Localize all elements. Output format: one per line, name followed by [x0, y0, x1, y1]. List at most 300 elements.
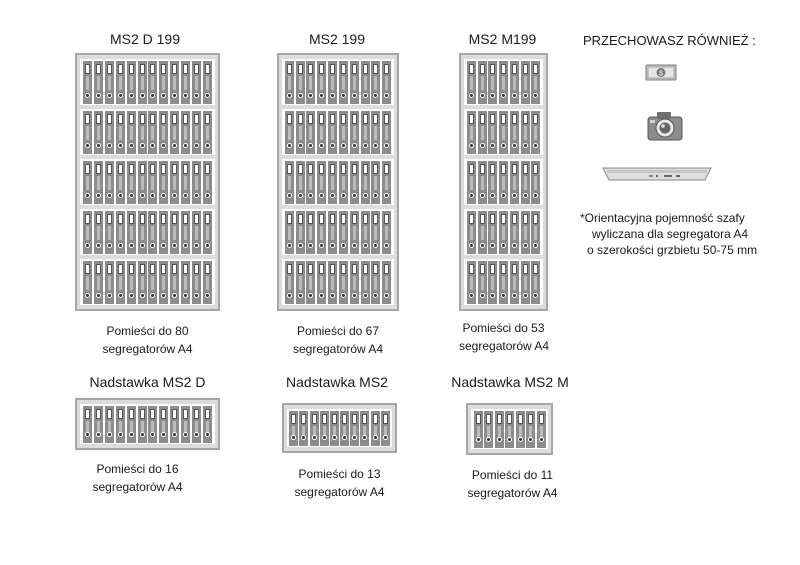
- shelf: [80, 159, 215, 205]
- binder-ring-hole: [97, 144, 100, 147]
- binder-ring-hole: [524, 94, 527, 97]
- binder-ring-hole: [320, 94, 323, 97]
- shelf: [287, 409, 392, 447]
- binder-ring-hole: [524, 194, 527, 197]
- binder-ring-hole: [333, 436, 336, 439]
- binder-icon: [181, 161, 190, 204]
- binder-spine: [353, 176, 356, 190]
- binder-ring-hole: [141, 294, 144, 297]
- binder-ring-hole: [288, 144, 291, 147]
- binder-ring-hole: [86, 194, 89, 197]
- binder-ring-hole: [353, 144, 356, 147]
- binder-ring-hole: [491, 294, 494, 297]
- binder-spine: [353, 76, 356, 90]
- binder-ring-hole: [299, 94, 302, 97]
- binder-spine: [130, 126, 133, 140]
- binder-icon: [371, 261, 380, 304]
- binder-ring-hole: [151, 94, 154, 97]
- binder-icon: [181, 61, 190, 104]
- binder-ring-hole: [141, 94, 144, 97]
- binder-spine: [119, 226, 122, 240]
- binder-icon: [328, 261, 337, 304]
- binder-icon: [361, 161, 370, 204]
- binder-icon: [350, 261, 359, 304]
- binder-spine: [364, 176, 367, 190]
- binder-ring-hole: [206, 144, 209, 147]
- binder-spine: [513, 226, 516, 240]
- binder-ring-hole: [534, 294, 537, 297]
- binder-ring-hole: [130, 94, 133, 97]
- binder-ring-hole: [108, 194, 111, 197]
- binder-icon: [83, 211, 92, 254]
- binder-spine: [524, 226, 527, 240]
- binder-spine: [86, 126, 89, 140]
- binder-ring-hole: [162, 144, 165, 147]
- shelf: [282, 159, 394, 205]
- shelf: [80, 404, 215, 444]
- binder-icon: [328, 61, 337, 104]
- binder-ring-hole: [97, 433, 100, 436]
- binder-icon: [526, 411, 535, 448]
- cabinet-title-ms2-d199: MS2 D 199: [109, 31, 181, 47]
- binder-icon: [510, 111, 519, 154]
- binder-icon: [306, 211, 315, 254]
- binder-ring-hole: [343, 436, 346, 439]
- binder-icon: [382, 111, 391, 154]
- binder-icon: [328, 111, 337, 154]
- binder-icon: [328, 161, 337, 204]
- binder-icon: [170, 211, 179, 254]
- binder-spine: [130, 226, 133, 240]
- binder-icon: [192, 111, 201, 154]
- binder-spine: [470, 226, 473, 240]
- binder-icon: [296, 111, 305, 154]
- binder-spine: [97, 176, 100, 190]
- binder-ring-hole: [481, 194, 484, 197]
- binder-icon: [289, 411, 298, 446]
- binder-icon: [285, 261, 294, 304]
- binder-ring-hole: [491, 94, 494, 97]
- binder-spine: [130, 276, 133, 290]
- binder-icon: [116, 211, 125, 254]
- shelf: [282, 209, 394, 255]
- binder-icon: [381, 411, 390, 446]
- binder-icon: [159, 61, 168, 104]
- binder-icon: [105, 111, 114, 154]
- binder-ring-hole: [331, 194, 334, 197]
- binder-spine: [385, 276, 388, 290]
- binder-icon: [170, 111, 179, 154]
- binder-ring-hole: [364, 144, 367, 147]
- binder-ring-hole: [470, 144, 473, 147]
- binder-spine: [162, 176, 165, 190]
- binder-icon: [361, 261, 370, 304]
- binder-icon: [478, 111, 487, 154]
- binder-spine: [374, 76, 377, 90]
- cash-icon: [644, 63, 678, 88]
- binder-ring-hole: [206, 94, 209, 97]
- binder-ring-hole: [374, 194, 377, 197]
- binder-icon: [83, 406, 92, 443]
- binder-spine: [288, 126, 291, 140]
- binder-ring-hole: [130, 194, 133, 197]
- binder-ring-hole: [309, 294, 312, 297]
- topper-title-ms2: Nadstawka MS2: [286, 374, 388, 390]
- binder-icon: [116, 61, 125, 104]
- binder-icon: [495, 411, 504, 448]
- binder-spine: [481, 176, 484, 190]
- binder-spine: [86, 76, 89, 90]
- binder-spine: [162, 126, 165, 140]
- capacity-note-line2: wyliczana dla segregatora A4: [592, 227, 749, 241]
- binder-icon: [317, 161, 326, 204]
- binder-spine: [342, 126, 345, 140]
- binder-icon: [138, 111, 147, 154]
- binder-icon: [94, 161, 103, 204]
- binder-icon: [116, 261, 125, 304]
- binder-icon: [159, 261, 168, 304]
- binder-icon: [371, 111, 380, 154]
- binder-icon: [510, 211, 519, 254]
- capacity-note-line1: *Orientacyjna pojemność szafy: [580, 211, 745, 225]
- binder-spine: [502, 76, 505, 90]
- binder-spine: [374, 126, 377, 140]
- binder-ring-hole: [184, 433, 187, 436]
- binder-ring-hole: [97, 294, 100, 297]
- binder-spine: [374, 176, 377, 190]
- binder-icon: [317, 61, 326, 104]
- binder-icon: [192, 161, 201, 204]
- binder-ring-hole: [184, 144, 187, 147]
- cabinet-title-ms2-m199: MS2 M199: [468, 31, 537, 47]
- binder-spine: [141, 126, 144, 140]
- cabinet-ms2-199: [277, 53, 399, 311]
- binder-spine: [491, 76, 494, 90]
- binder-ring-hole: [130, 294, 133, 297]
- binder-icon: [382, 61, 391, 104]
- binder-icon: [382, 161, 391, 204]
- binder-spine: [331, 126, 334, 140]
- capacity-line: Pomieści do 80: [106, 324, 189, 338]
- binder-ring-hole: [119, 144, 122, 147]
- binder-ring-hole: [195, 244, 198, 247]
- binder-icon: [170, 261, 179, 304]
- laptop-icon: [601, 164, 713, 189]
- binder-ring-hole: [331, 94, 334, 97]
- binder-icon: [83, 111, 92, 154]
- binder-icon: [138, 61, 147, 104]
- binder-ring-hole: [97, 94, 100, 97]
- binder-ring-hole: [173, 244, 176, 247]
- topper-title-ms2-d: Nadstawka MS2 D: [89, 374, 206, 390]
- binder-icon: [510, 161, 519, 204]
- binder-spine: [141, 176, 144, 190]
- binder-ring-hole: [519, 438, 522, 441]
- binder-icon: [116, 111, 125, 154]
- binder-icon: [478, 61, 487, 104]
- binder-ring-hole: [534, 144, 537, 147]
- capacity-unit-line: segregatorów A4: [459, 339, 550, 353]
- binder-ring-hole: [513, 194, 516, 197]
- binder-ring-hole: [173, 144, 176, 147]
- binder-spine: [151, 176, 154, 190]
- binder-ring-hole: [309, 144, 312, 147]
- capacity-line: Pomieści do 13: [298, 467, 381, 481]
- binder-ring-hole: [173, 94, 176, 97]
- binder-icon: [317, 111, 326, 154]
- binder-ring-hole: [502, 244, 505, 247]
- binder-spine: [195, 176, 198, 190]
- binder-spine: [342, 276, 345, 290]
- binder-ring-hole: [184, 94, 187, 97]
- binder-ring-hole: [151, 244, 154, 247]
- capacity-unit-line: segregatorów A4: [102, 342, 193, 356]
- binder-spine: [173, 226, 176, 240]
- binder-spine: [491, 176, 494, 190]
- binder-spine: [206, 276, 209, 290]
- binder-ring-hole: [119, 194, 122, 197]
- binder-icon: [127, 406, 136, 443]
- binder-ring-hole: [331, 244, 334, 247]
- binder-ring-hole: [331, 294, 334, 297]
- binder-icon: [521, 261, 530, 304]
- binder-spine: [119, 76, 122, 90]
- binder-icon: [94, 261, 103, 304]
- binder-icon: [83, 61, 92, 104]
- binder-ring-hole: [184, 244, 187, 247]
- binder-icon: [148, 111, 157, 154]
- binder-icon: [361, 211, 370, 254]
- binder-ring-hole: [374, 294, 377, 297]
- binder-icon: [474, 411, 483, 448]
- binder-spine: [364, 76, 367, 90]
- binder-icon: [170, 61, 179, 104]
- binder-ring-hole: [141, 433, 144, 436]
- binder-icon: [510, 61, 519, 104]
- binder-icon: [339, 261, 348, 304]
- binder-icon: [488, 111, 497, 154]
- binder-icon: [105, 406, 114, 443]
- binder-spine: [481, 126, 484, 140]
- binder-icon: [306, 261, 315, 304]
- binder-ring-hole: [342, 194, 345, 197]
- binder-ring-hole: [385, 144, 388, 147]
- binder-icon: [339, 161, 348, 204]
- binder-ring-hole: [108, 144, 111, 147]
- binder-spine: [299, 226, 302, 240]
- binder-icon: [499, 211, 508, 254]
- binder-icon: [203, 61, 212, 104]
- binder-ring-hole: [162, 433, 165, 436]
- binder-spine: [513, 76, 516, 90]
- binder-ring-hole: [86, 433, 89, 436]
- binder-spine: [331, 226, 334, 240]
- binder-ring-hole: [342, 244, 345, 247]
- binder-icon: [328, 211, 337, 254]
- capacity-caption-ms2-m199: [459, 319, 548, 355]
- shelf: [464, 159, 543, 205]
- binder-spine: [534, 226, 537, 240]
- binder-icon: [138, 406, 147, 443]
- binder-icon: [350, 161, 359, 204]
- binder-ring-hole: [292, 436, 295, 439]
- binder-icon: [181, 111, 190, 154]
- binder-ring-hole: [184, 194, 187, 197]
- binder-spine: [184, 126, 187, 140]
- binder-icon: [340, 411, 349, 446]
- capacity-caption-ms2-199: [277, 322, 399, 358]
- capacity-line: Pomieści do 53: [462, 321, 545, 335]
- binder-ring-hole: [86, 94, 89, 97]
- binder-ring-hole: [119, 294, 122, 297]
- binder-spine: [331, 76, 334, 90]
- binder-icon: [317, 211, 326, 254]
- binder-ring-hole: [513, 244, 516, 247]
- binder-icon: [127, 161, 136, 204]
- binder-spine: [86, 176, 89, 190]
- binder-ring-hole: [481, 144, 484, 147]
- binder-icon: [285, 111, 294, 154]
- binder-spine: [173, 276, 176, 290]
- binder-ring-hole: [195, 94, 198, 97]
- binder-icon: [371, 211, 380, 254]
- binder-icon: [148, 61, 157, 104]
- binder-spine: [491, 276, 494, 290]
- binder-ring-hole: [173, 294, 176, 297]
- binder-icon: [138, 161, 147, 204]
- binder-spine: [342, 226, 345, 240]
- binder-icon: [181, 211, 190, 254]
- binder-icon: [361, 61, 370, 104]
- binder-ring-hole: [130, 433, 133, 436]
- binder-spine: [299, 176, 302, 190]
- binder-icon: [170, 406, 179, 443]
- binder-icon: [148, 211, 157, 254]
- binder-ring-hole: [130, 244, 133, 247]
- binder-spine: [162, 226, 165, 240]
- binder-icon: [339, 111, 348, 154]
- binder-ring-hole: [374, 436, 377, 439]
- binder-spine: [162, 276, 165, 290]
- binder-icon: [537, 411, 546, 448]
- binder-ring-hole: [529, 438, 532, 441]
- binder-spine: [97, 226, 100, 240]
- binder-spine: [534, 126, 537, 140]
- binder-icon: [478, 261, 487, 304]
- binder-ring-hole: [364, 94, 367, 97]
- binder-ring-hole: [206, 294, 209, 297]
- binder-ring-hole: [470, 194, 473, 197]
- binder-icon: [467, 61, 476, 104]
- topper-ms2-m: [466, 403, 553, 455]
- binder-spine: [108, 226, 111, 240]
- binder-spine: [97, 76, 100, 90]
- binder-ring-hole: [364, 244, 367, 247]
- binder-icon: [138, 261, 147, 304]
- binder-spine: [534, 276, 537, 290]
- binder-icon: [488, 61, 497, 104]
- binder-icon: [127, 261, 136, 304]
- binder-icon: [382, 261, 391, 304]
- binder-icon: [105, 211, 114, 254]
- binder-icon: [467, 111, 476, 154]
- binder-ring-hole: [342, 144, 345, 147]
- binder-ring-hole: [141, 194, 144, 197]
- binder-ring-hole: [491, 194, 494, 197]
- binder-icon: [505, 411, 514, 448]
- binder-spine: [288, 176, 291, 190]
- topper-ms2: [282, 403, 397, 453]
- binder-ring-hole: [364, 194, 367, 197]
- topper-title-ms2-m: Nadstawka MS2 M: [451, 374, 569, 390]
- binder-icon: [531, 61, 540, 104]
- binder-spine: [162, 76, 165, 90]
- binder-spine: [385, 126, 388, 140]
- binder-icon: [192, 61, 201, 104]
- binder-spine: [119, 276, 122, 290]
- binder-ring-hole: [206, 194, 209, 197]
- binder-icon: [116, 406, 125, 443]
- binder-ring-hole: [288, 194, 291, 197]
- binder-ring-hole: [320, 294, 323, 297]
- binder-spine: [130, 176, 133, 190]
- binder-spine: [502, 176, 505, 190]
- binder-spine: [184, 176, 187, 190]
- binder-icon: [94, 111, 103, 154]
- binder-icon: [105, 61, 114, 104]
- binder-icon: [521, 211, 530, 254]
- binder-ring-hole: [141, 244, 144, 247]
- binder-spine: [151, 126, 154, 140]
- binder-ring-hole: [320, 144, 323, 147]
- binder-icon: [350, 111, 359, 154]
- binder-spine: [206, 126, 209, 140]
- binder-spine: [320, 126, 323, 140]
- binder-icon: [317, 261, 326, 304]
- capacity-unit-line: segregatorów A4: [294, 485, 385, 499]
- binder-ring-hole: [385, 94, 388, 97]
- binder-ring-hole: [374, 144, 377, 147]
- binder-spine: [385, 76, 388, 90]
- binder-ring-hole: [353, 244, 356, 247]
- capacity-caption-topper-d: [75, 460, 200, 496]
- binder-ring-hole: [470, 294, 473, 297]
- binder-ring-hole: [385, 294, 388, 297]
- binder-icon: [203, 261, 212, 304]
- binder-ring-hole: [151, 294, 154, 297]
- binder-ring-hole: [481, 294, 484, 297]
- binder-ring-hole: [288, 94, 291, 97]
- binder-ring-hole: [513, 94, 516, 97]
- binder-spine: [513, 176, 516, 190]
- binder-spine: [502, 226, 505, 240]
- capacity-caption-topper: [282, 465, 397, 501]
- binder-icon: [203, 406, 212, 443]
- binder-spine: [108, 276, 111, 290]
- binder-ring-hole: [309, 94, 312, 97]
- binder-spine: [309, 276, 312, 290]
- binder-icon: [488, 161, 497, 204]
- binder-icon: [467, 211, 476, 254]
- binder-icon: [310, 411, 319, 446]
- binder-icon: [521, 161, 530, 204]
- binder-spine: [309, 176, 312, 190]
- binder-ring-hole: [195, 194, 198, 197]
- binder-spine: [195, 76, 198, 90]
- binder-spine: [320, 176, 323, 190]
- cabinet-title-ms2-199: MS2 199: [308, 31, 366, 47]
- binder-icon: [531, 161, 540, 204]
